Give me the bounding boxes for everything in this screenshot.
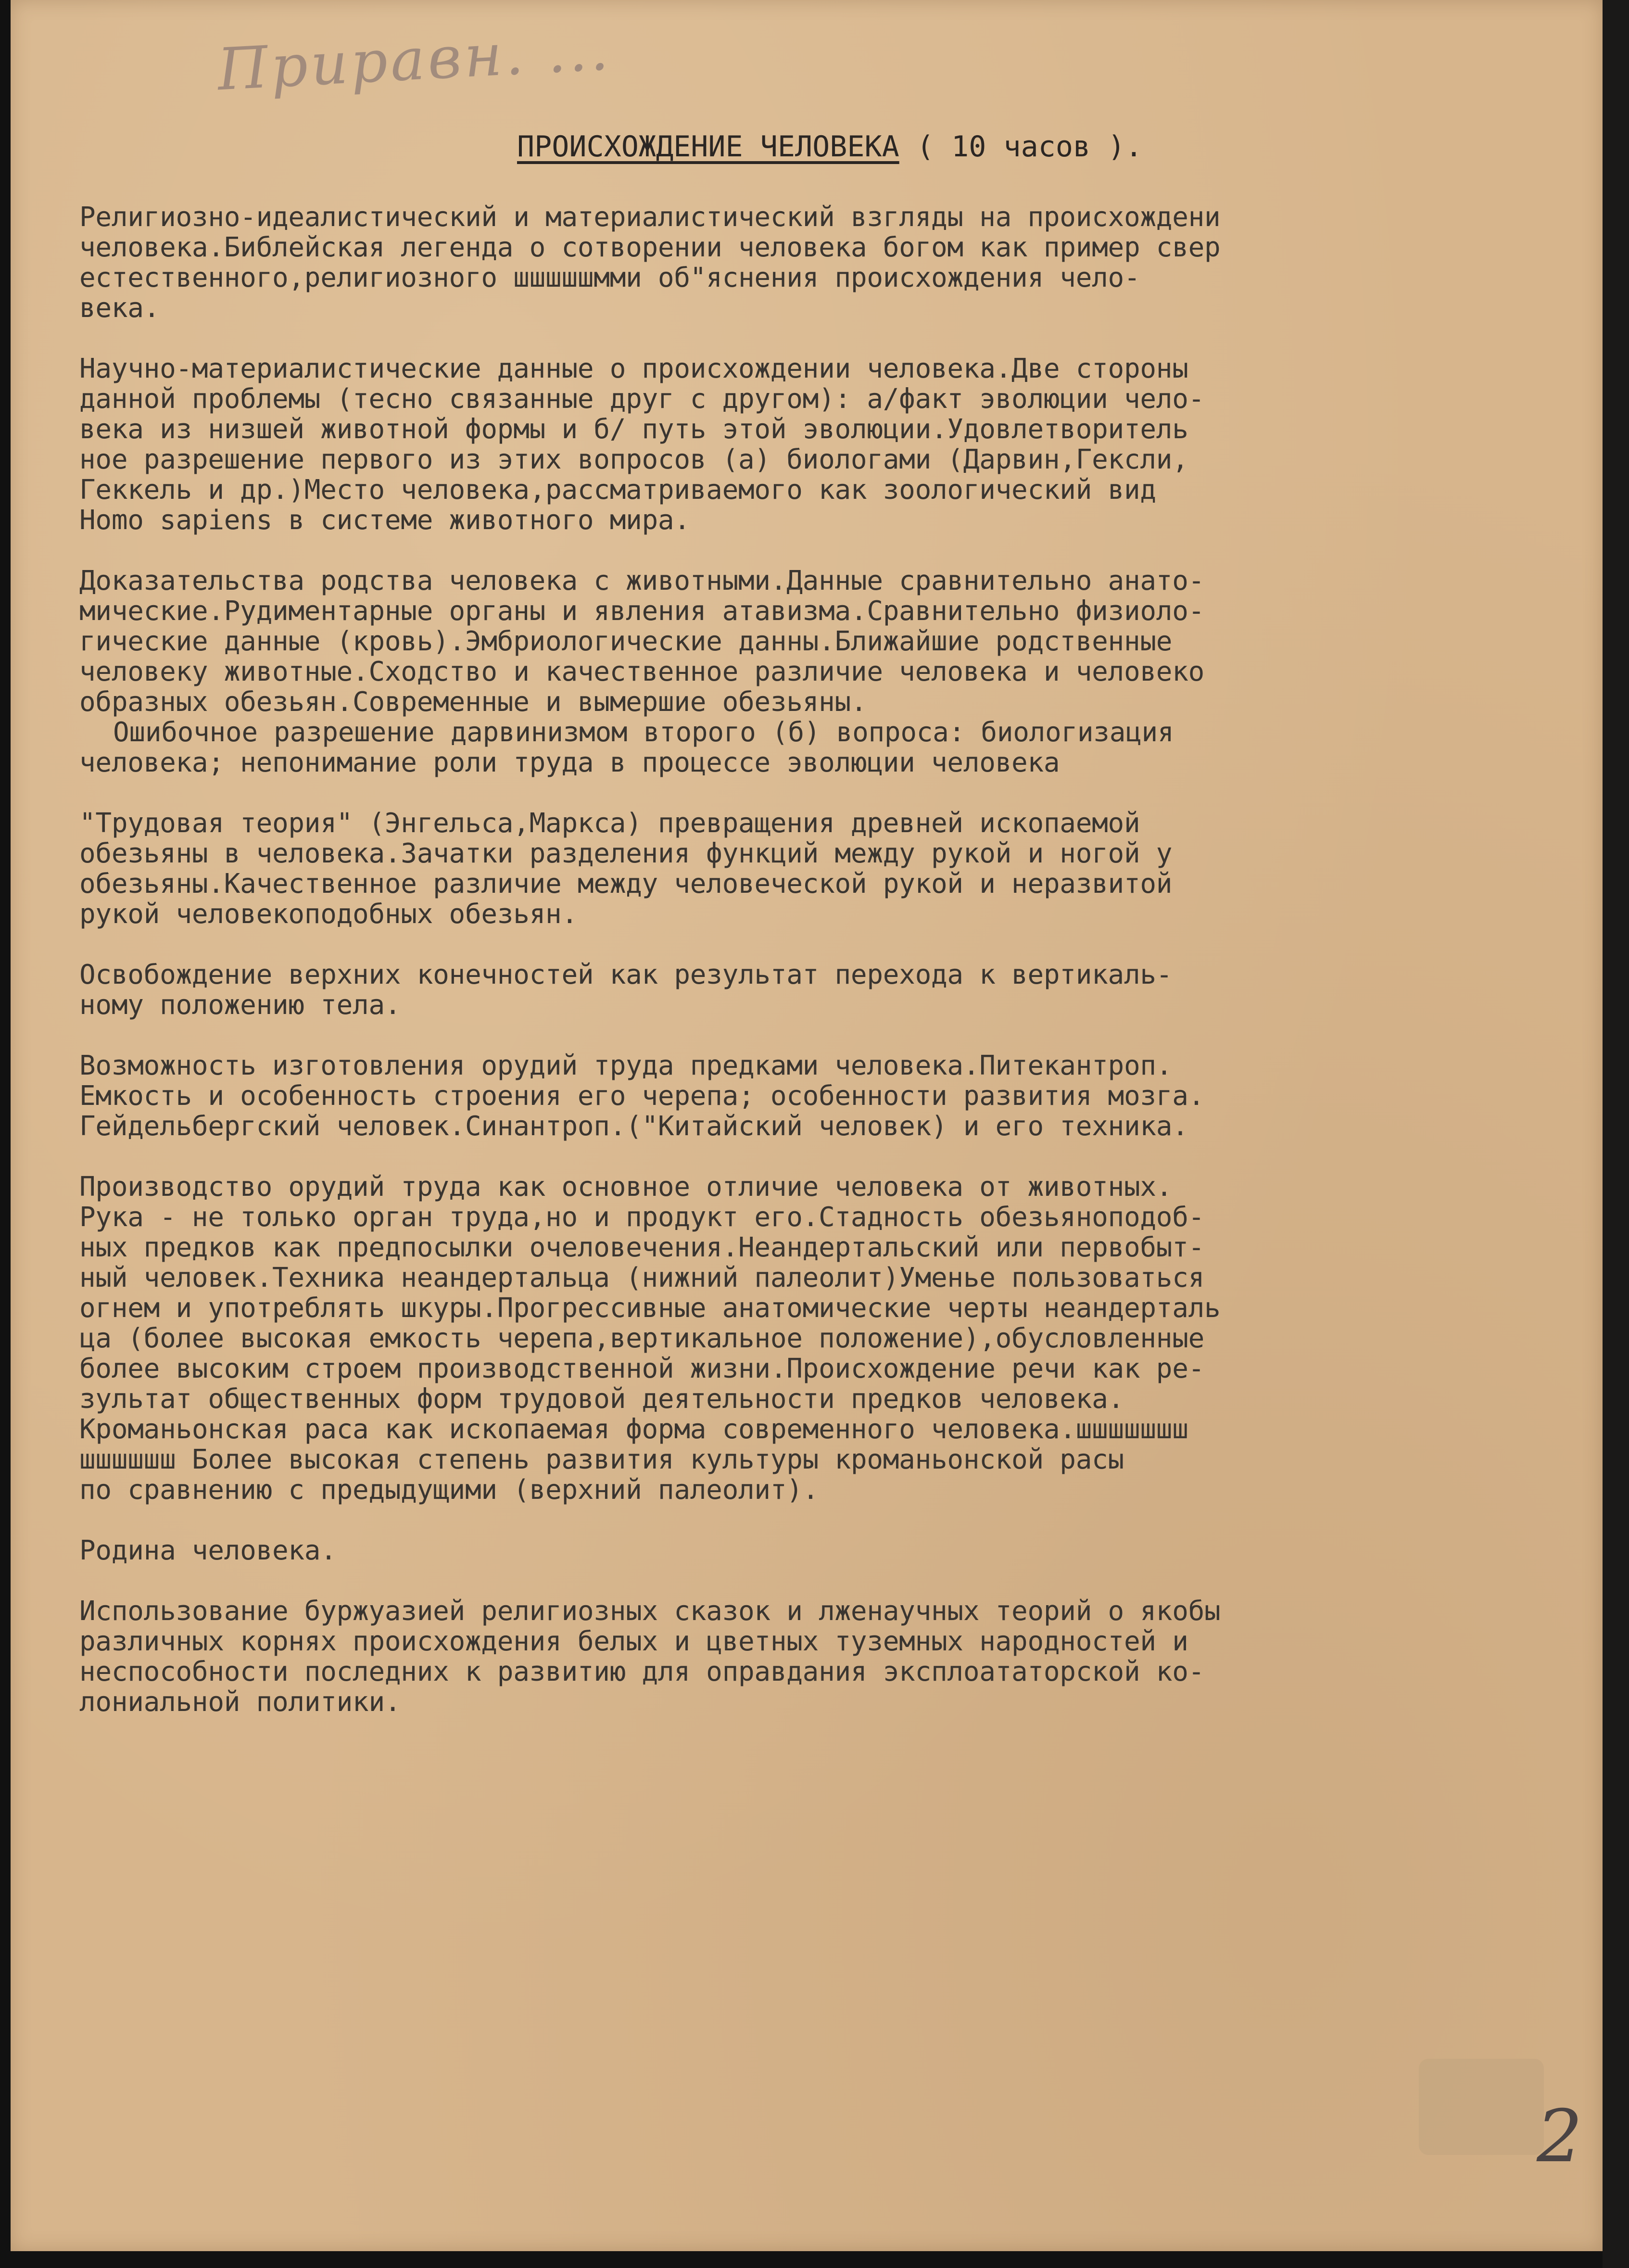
paragraph-homeland: Родина человека. [79,1535,337,1566]
title-hours: ( 10 часов ). [899,130,1143,164]
paragraph-materialist-data: Научно-материалистические данные о происхождении человека.Две стороны данной проблемы (тесно связанные друг с другом): а/факт эволюции чело- века из низшей животной формы и б/ путь этой эволюции.Удовлетворитель ное разрешение первого из этих вопросов (а) биологами (Дарвин,Гексли, Геккель и др.)Место человека,рассматриваемого как зоологический вид Homo sapiens в системе животного мира. [79,353,1205,536]
paragraph-upper-limbs: Освобождение верхних конечностей как результат перехода к вертикаль- ному положению тела. [79,959,1173,1021]
paragraph-evidence-kinship: Доказательства родства человека с животными.Данные сравнительно анато- мические.Рудиментарные органы и явления атавизма.Сравнительно физиоло- гические данные (кровь).Эмбриологические данны.Ближайшие родственные человеку животные.Сходство и качественное различие человека и человеко образных обезьян.Современные и вымершие обезьяны. [79,565,1205,718]
paragraph-labour-theory: "Трудовая теория" (Энгельса,Маркса) превращения древней ископаемой обезьяны в человека.Зачатки разделения функций между рукой и ногой у обезьяны.Качественное различие между человеческой рукой и неразвитой рукой человекоподобных обезьян. [79,808,1173,930]
faded-stamp [1419,2059,1544,2155]
page-number: 2 [1537,2095,1583,2179]
document-body [79,202,1590,1748]
paragraph-darwinism-error: Ошибочное разрешение дарвинизмом второго (б) вопроса: биологизация человека; непонимание роли труда в процессе эволюции человека [79,717,1174,778]
scan-edge [1603,0,1629,2268]
paragraph-bourgeois-theories: Использование буржуазией религиозных сказок и лженаучных теорий о якобы различных корнях происхождения белых и цветных туземных народностей и неспособности последних к развитию для оправдания эксплоататорской ко- лониальной политики. [79,1596,1221,1718]
page-title [517,130,1142,164]
paragraph-religious-views: Религиозно-идеалистический и материалистический взгляды на происхождени человека.Библейская легенда о сотворении человека богом как пример свер естественного,религиозного шшшшшмми об"яснения происхождения чело- века. [79,202,1221,324]
title-main: ПРОИСХОЖДЕНИЕ ЧЕЛОВЕКА [517,130,899,164]
paragraph-tool-production: Производство орудий труда как основное отличие человека от животных. Рука - не только орган труда,но и продукт его.Стадность обезьяноподоб- ных предков как предпосылки очеловечения.Неандертальский или первобыт- ный человек.Техника неандертальца (нижний палеолит)Уменье пользоваться огнем и употреблять шкуры.Прогрессивные анатомические черты неандерталь ца (более высокая емкость черепа,вертикальное положение),обусловленные более высоким строем производственной жизни.Происхождение речи как ре- зультат общественных форм трудовой деятельности предков человека. Кроманьонская раса как ископаемая форма современного человека.шшшшшшш шшшшшш Более высокая степень развития культуры кроманьонской расы по сравнению с предыдущими (верхний палеолит). [79,1171,1221,1506]
handwritten-note: Приравн. ... [215,16,613,104]
paragraph-tool-making: Возможность изготовления орудий труда предками человека.Питекантроп. Емкость и особенность строения его черепа; особенности развития мозга. Гейдельбергский человек.Синантроп.("Китайский человек) и его техника. [79,1050,1205,1142]
